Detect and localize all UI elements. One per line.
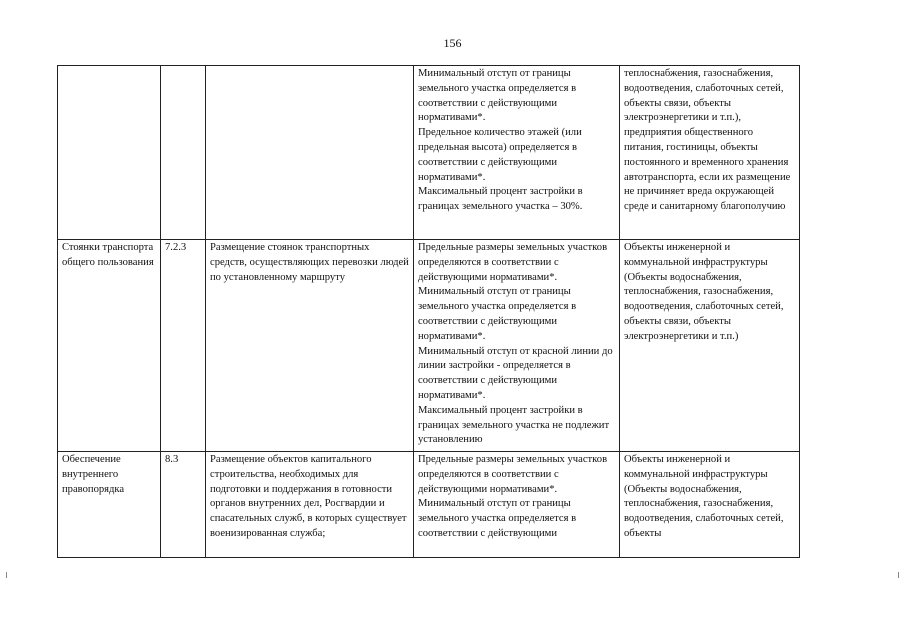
parameter-text: Предельное количество этажей (или предельная высота) определяется в соответствии с действующими нормативами*. — [418, 127, 582, 183]
use-code-cell: 8.3 — [161, 452, 206, 558]
use-code-cell — [161, 66, 206, 240]
parameters-cell — [414, 240, 620, 452]
parameters-cell — [414, 66, 620, 240]
use-description-cell: Размещение объектов капитального строительства, необходимых для подготовки и поддержания в готовности органов внутренних дел, Росгвардии и спасательных служб, в которых существует военизированная служба; — [206, 452, 414, 558]
table-row — [58, 452, 800, 558]
parameter-text: Предельные размеры земельных участков определяются в соответствии с действующими нормативами*. — [418, 242, 608, 283]
parameter-text: Максимальный процент застройки в границах земельного участка – 30%. — [418, 186, 583, 213]
scan-edge-mark — [898, 572, 899, 578]
page-number: 156 — [443, 36, 462, 50]
table-row — [58, 240, 800, 452]
auxiliary-uses-cell: теплоснабжения, газоснабжения, водоотведения, слаботочных сетей, объекты связи, объекты электроэнергетики и т.п.), предприятия общественного питания, гостиницы, объекты постоянного и временного хранения автотранспорта, если их размещение не причиняет вреда окружающей среде и санитарному благополучию — [620, 66, 800, 240]
use-description-cell — [206, 66, 414, 240]
parameter-text: Минимальный отступ от границы земельного участка определяется в соответствии с действующими — [418, 498, 577, 539]
parameter-text: Предельные размеры земельных участков определяются в соответствии с действующими нормативами*. — [418, 454, 608, 495]
use-code-cell: 7.2.3 — [161, 240, 206, 452]
parameter-text: Минимальный отступ от красной линии до линии застройки - определяется в соответствии с действующими нормативами*. — [418, 345, 613, 401]
auxiliary-uses-cell: Объекты инженерной и коммунальной инфраструктуры (Объекты водоснабжения, теплоснабжения, газоснабжения, водоотведения, слаботочных сетей, объекты — [620, 452, 800, 558]
land-use-table — [57, 65, 800, 558]
use-name-cell — [58, 66, 161, 240]
parameter-text: Максимальный процент застройки в границах земельного участка не подлежит установлению — [418, 404, 610, 446]
parameter-text: Минимальный отступ от границы земельного участка определяется в соответствии с действующими нормативами*. — [418, 68, 577, 124]
use-name-cell: Стоянки транспорта общего пользования — [58, 240, 161, 452]
auxiliary-uses-cell: Объекты инженерной и коммунальной инфраструктуры (Объекты водоснабжения, теплоснабжения, газоснабжения, водоотведения, слаботочных сетей, объекты связи, объекты электроэнергетики и т.п.) — [620, 240, 800, 452]
parameters-cell — [414, 452, 620, 558]
scan-edge-mark — [6, 572, 7, 578]
table-row — [58, 66, 800, 240]
use-name-cell: Обеспечение внутреннего правопорядка — [58, 452, 161, 558]
use-description-cell: Размещение стоянок транспортных средств, осуществляющих перевозки людей по установленному маршруту — [206, 240, 414, 452]
parameter-text: Минимальный отступ от границы земельного участка определяется в соответствии с действующими нормативами*. — [418, 286, 577, 342]
